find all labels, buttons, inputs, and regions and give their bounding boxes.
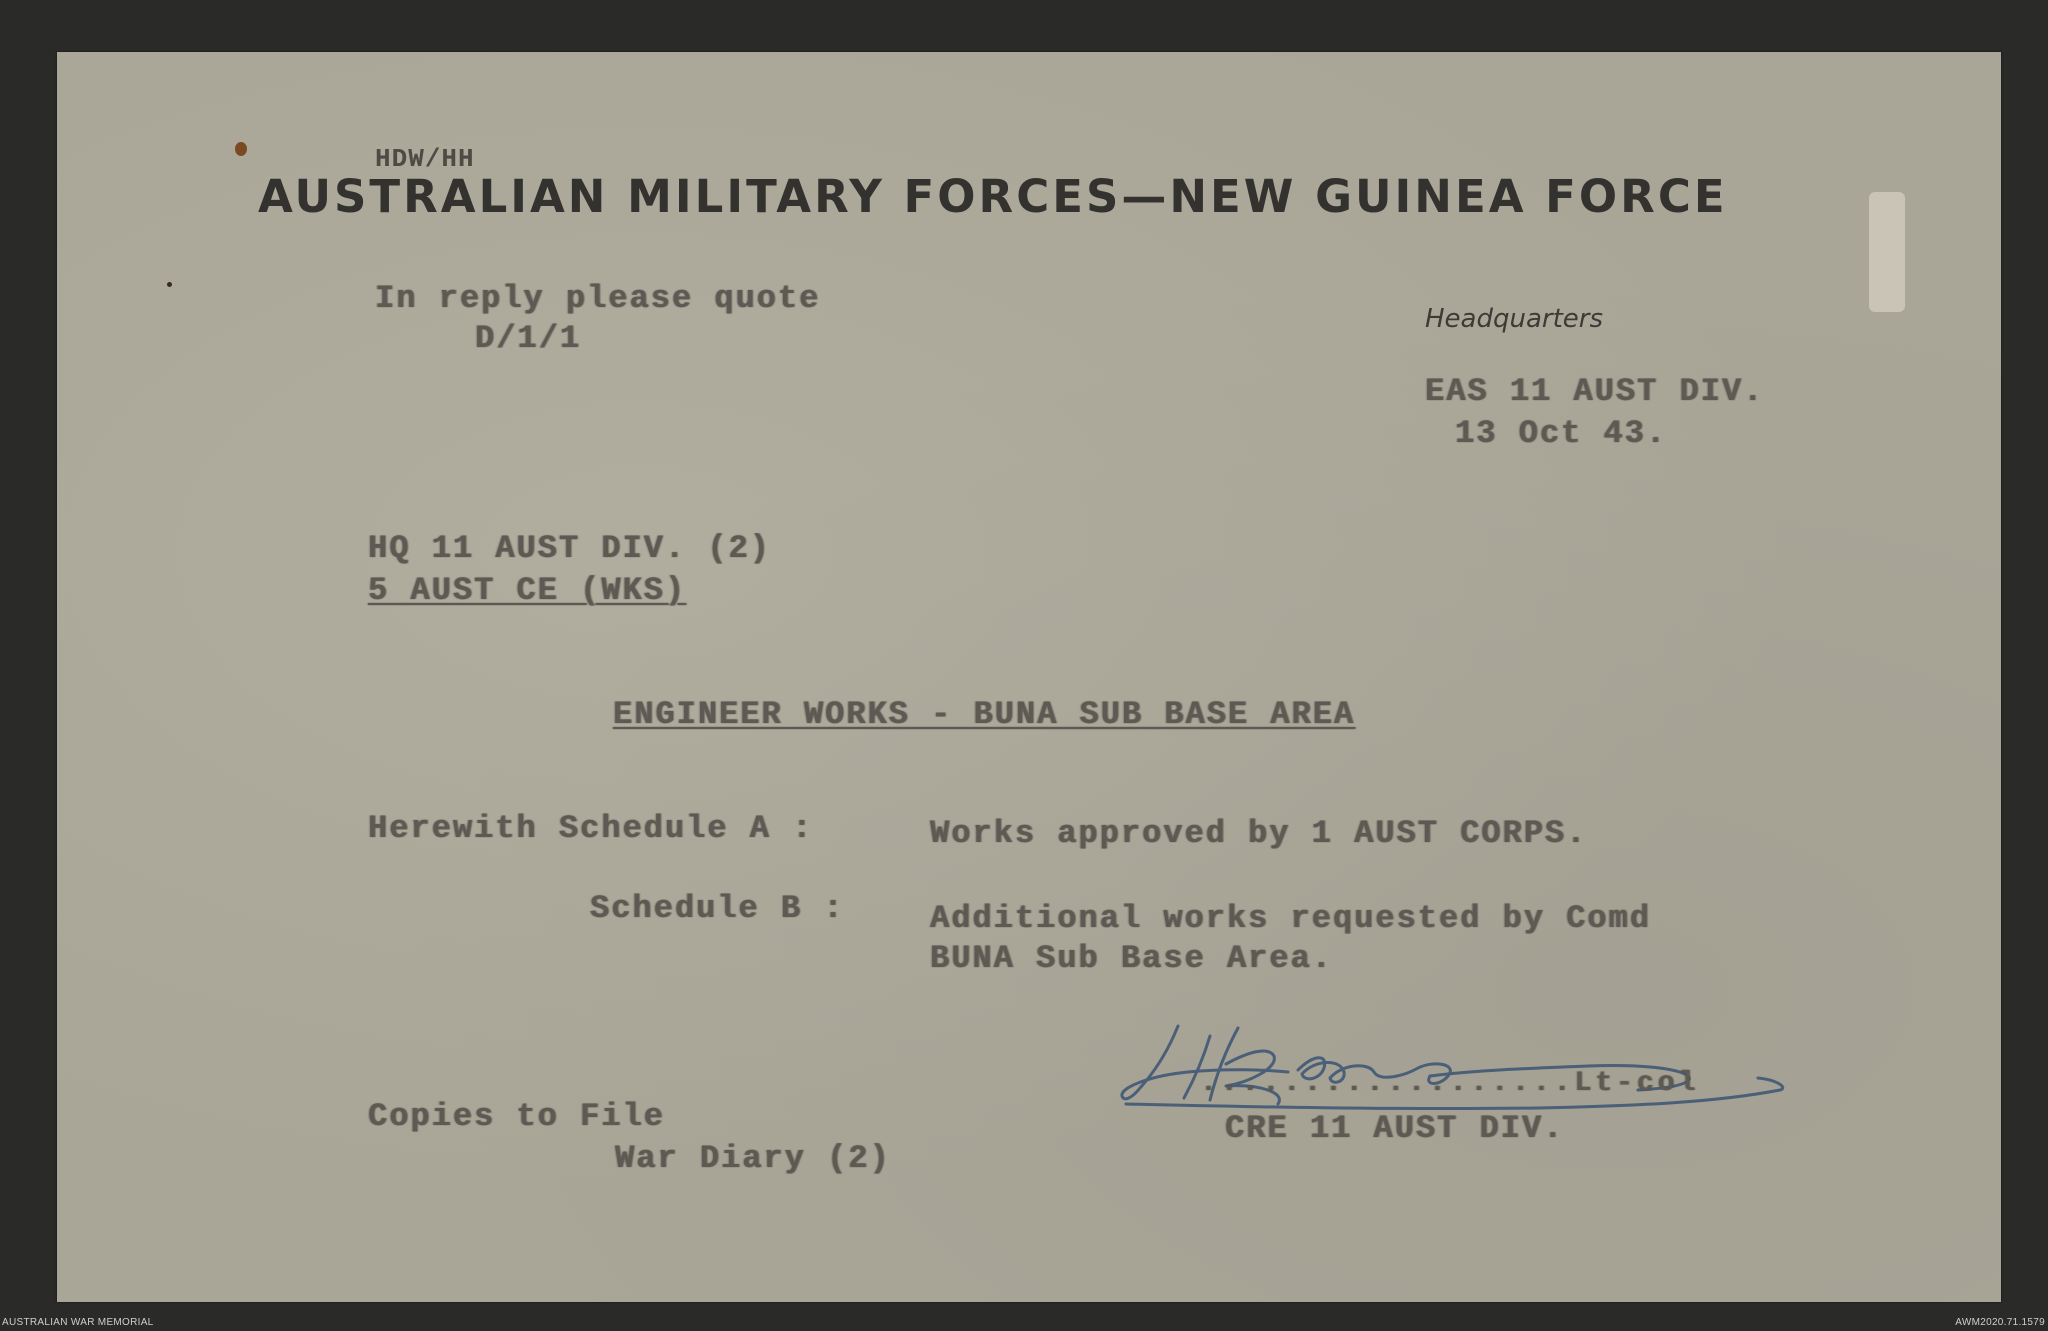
schedule-b-text-continued: BUNA Sub Base Area. <box>930 940 1333 977</box>
letter-date: 13 Oct 43. <box>1455 415 1668 452</box>
rust-spot <box>235 142 247 156</box>
letterhead-title: AUSTRALIAN MILITARY FORCES—NEW GUINEA FORCE <box>258 170 1728 223</box>
addressee: 5 AUST CE (WKS) <box>368 572 687 609</box>
signature-rank-line: ..................Lt-col <box>1200 1068 1700 1099</box>
copies-to: Copies to File <box>368 1098 665 1135</box>
headquarters-label: Headquarters <box>1425 304 1604 334</box>
rust-spot <box>167 282 172 287</box>
archive-reference: AWM2020.71.1579 <box>1955 1317 2045 1328</box>
letterhead-reference-overstrike: HDW/HH <box>375 144 475 174</box>
tape-residue <box>1869 192 1905 312</box>
origin-unit: EAS 11 AUST DIV. <box>1425 373 1765 410</box>
signature-title: CRE 11 AUST DIV. <box>1225 1110 1565 1147</box>
schedule-b-text: Additional works requested by Comd <box>930 900 1651 937</box>
handwritten-signature <box>1118 1006 1798 1116</box>
schedule-b-lead: Schedule B : <box>590 890 845 927</box>
schedule-a-text: Works approved by 1 AUST CORPS. <box>930 815 1588 852</box>
copies-war-diary: War Diary (2) <box>615 1140 891 1177</box>
subject-heading: ENGINEER WORKS - BUNA SUB BASE AREA <box>613 696 1356 733</box>
addressee: HQ 11 AUST DIV. (2) <box>368 530 771 567</box>
schedule-a-lead: Herewith Schedule A : <box>368 810 814 847</box>
archive-credit: AUSTRALIAN WAR MEMORIAL <box>2 1317 154 1328</box>
reply-quote-line: In reply please quote <box>375 280 821 317</box>
reply-reference: D/1/1 <box>475 320 582 357</box>
